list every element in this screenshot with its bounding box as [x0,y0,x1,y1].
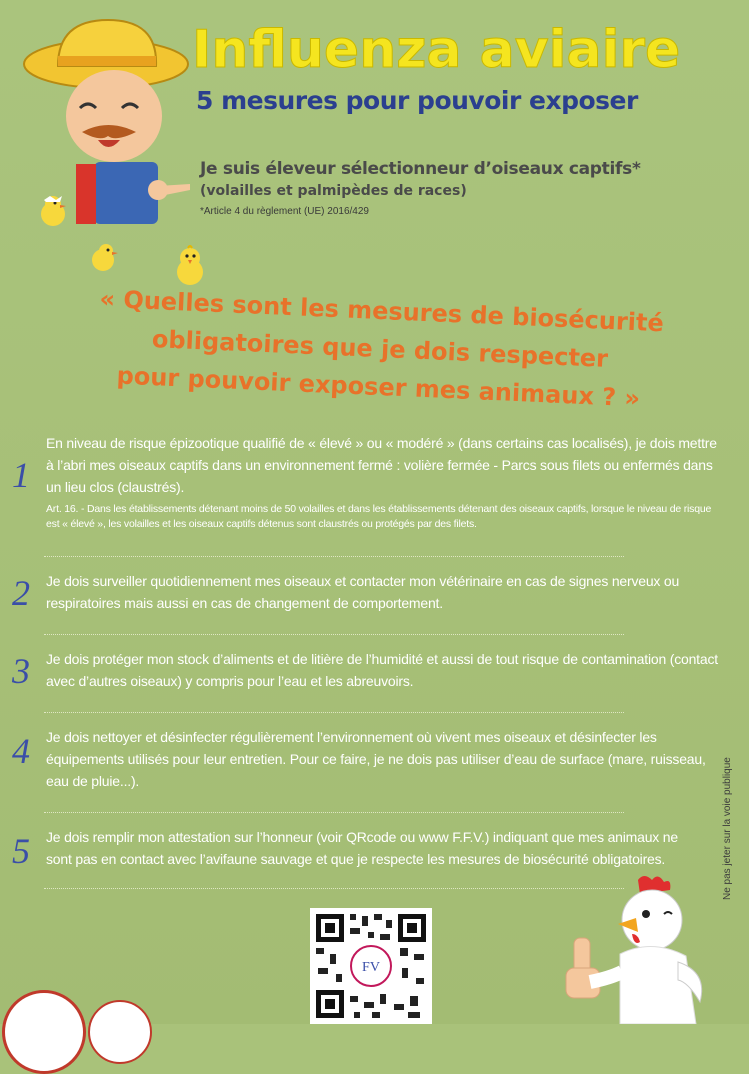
measure-text: Je dois nettoyer et désinfecter régulièrement l’environnement où vivent mes oiseaux et désinfecter les équipements utilisés pour leur entretien. Pour ce faire, je ne dois pas utiliser d’eau de surface (mare, ruisseau, eau de pluie...). [46,729,706,789]
role-detail: (volailles et palmipèdes de races) [200,183,467,199]
measure-text: Je dois remplir mon attestation sur l’honneur (voir QRcode ou www F.F.V.) indiquant que mes animaux ne sont pas en contact avec l’avifaune sauvage et que je respecte les mesures de biosécurité obligatoires. [46,829,678,867]
divider [44,556,624,557]
question-line: « Quelles sont les mesures de biosécurité [98,284,665,338]
measure-text: En niveau de risque épizootique qualifié de « élevé » ou « modéré » (dans certains cas localisés), je dois mettre à l’abri mes oiseaux captifs dans un environnement fermé : volière fermée - Parcs sous filets ou enfermés dans un lieu clos (claustrés). [46,435,717,495]
chick-icon [36,194,70,228]
divider [44,888,624,889]
role-statement: Je suis éleveur sélectionneur d’oiseaux captifs* [200,159,641,179]
association-logo [88,1000,152,1064]
poster-title: Influenza aviaire [192,20,681,80]
question-line: obligatoires que je dois respecter [151,325,609,373]
rooster-illustration [560,872,710,1024]
measure-number: 3 [12,651,30,691]
regulation-footnote: *Article 4 du règlement (UE) 2016/429 [200,206,369,217]
divider [44,812,624,813]
qr-code[interactable] [310,908,432,1024]
divider [44,712,624,713]
measure-number: 5 [12,831,30,871]
chick-icon [86,240,120,272]
measure-number: 4 [12,731,30,771]
measure-number: 2 [12,573,30,613]
poster-subtitle: 5 mesures pour pouvoir exposer [196,86,638,115]
question-line: pour pouvoir exposer mes animaux ? » [116,361,641,413]
svg-text:FV: FV [362,960,380,975]
key-question [58,278,702,420]
chick-icon [170,244,210,288]
measure-number: 1 [12,455,30,495]
measure-text: Je dois surveiller quotidiennement mes oiseaux et contacter mon vétérinaire en cas de signes nerveux ou respiratoires mais aussi en cas de changement de comportement. [46,573,680,611]
association-logo [2,990,86,1074]
measure-text: Je dois protéger mon stock d’aliments et de litière de l’humidité et aussi de tout risque de contamination (contact avec d’autres oiseaux) y compris pour l’eau et les abreuvoirs. [46,651,718,689]
divider [44,634,624,635]
measure-legal-note: Art. 16. - Dans les établissements détenant moins de 50 volailles et dans les établissements détenant des oiseaux captifs, lorsque le niveau de risque est « élevé », les volailles et les oiseaux captifs détenus sont claustrés ou protégés par des filets. [46,503,712,530]
side-note: Ne pas jeter sur la voie publique [722,757,733,900]
